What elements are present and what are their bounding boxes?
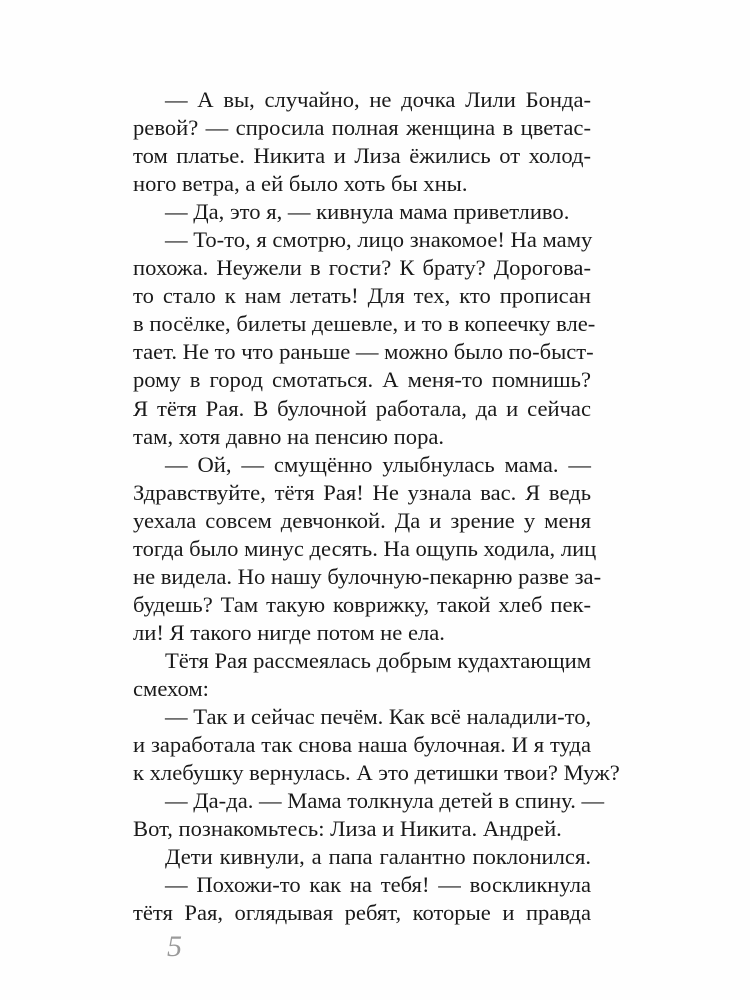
text-line: ного ветра, а ей было хоть бы хны. [133, 171, 468, 197]
body-text [133, 86, 620, 927]
text-line: том платье. Никита и Лиза ёжились от холод- [133, 143, 591, 169]
text-line: то стало к нам летать! Для тех, кто прописан [133, 283, 591, 309]
text-line: — Да, это я, — кивнула мама приветливо. [165, 199, 570, 225]
text-line: — Да-да. — Мама толкнула детей в спину. — [165, 788, 605, 814]
text-line: Тётя Рая рассмеялась добрым кудахтающим [165, 647, 591, 673]
text-line: в посёлке, билеты дешевле, и то в копеечку вле- [133, 311, 596, 337]
text-line: — Так и сейчас печём. Как всё наладили-то, [165, 704, 592, 730]
text-line: тает. Не то что раньше — можно было по-быст- [133, 339, 594, 365]
text-line: и заработала так снова наша булочная. И я туда [133, 732, 591, 758]
text-line: там, хотя давно на пенсию пора. [133, 423, 445, 449]
text-line: ли! Я такого нигде потом не ела. [133, 619, 445, 645]
text-line: Дети кивнули, а папа галантно поклонился. [165, 844, 591, 870]
text-line: Здравствуйте, тётя Рая! Не узнала вас. Я ведь [133, 479, 591, 505]
text-line: Я тётя Рая. В булочной работала, да и сейчас [133, 395, 591, 421]
text-line: ревой? — спросила полная женщина в цветас- [133, 115, 591, 141]
text-line: Вот, познакомьтесь: Лиза и Никита. Андрей. [133, 816, 562, 842]
text-line: к хлебушку вернулась. А это детишки твои? Муж? [133, 760, 620, 786]
text-line: не видела. Но нашу булочную-пекарню разве за- [133, 563, 602, 589]
text-line: — А вы, случайно, не дочка Лили Бонда- [165, 87, 591, 112]
text-line: будешь? Там такую коврижку, такой хлеб пек- [133, 591, 591, 617]
text-line: — То-то, я смотрю, лицо знакомое! На маму [165, 227, 593, 253]
text-line: похожа. Неужели в гости? К брату? Дорогова- [133, 255, 591, 281]
text-line: уехала совсем девчонкой. Да и зрение у меня [133, 507, 591, 533]
text-line: — Ой, — смущённо улыбнулась мама. — [165, 451, 591, 477]
page-number: 5 [167, 930, 182, 963]
text-line: — Похожи-то как на тебя! — воскликнула [165, 872, 591, 898]
text-line: тогда было минус десять. На ощупь ходила, лиц [133, 535, 597, 561]
text-line: тётя Рая, оглядывая ребят, которые и правда [133, 900, 591, 926]
text-line: смехом: [133, 675, 209, 701]
text-line: рому в город смотаться. А меня-то помнишь? [133, 367, 591, 393]
